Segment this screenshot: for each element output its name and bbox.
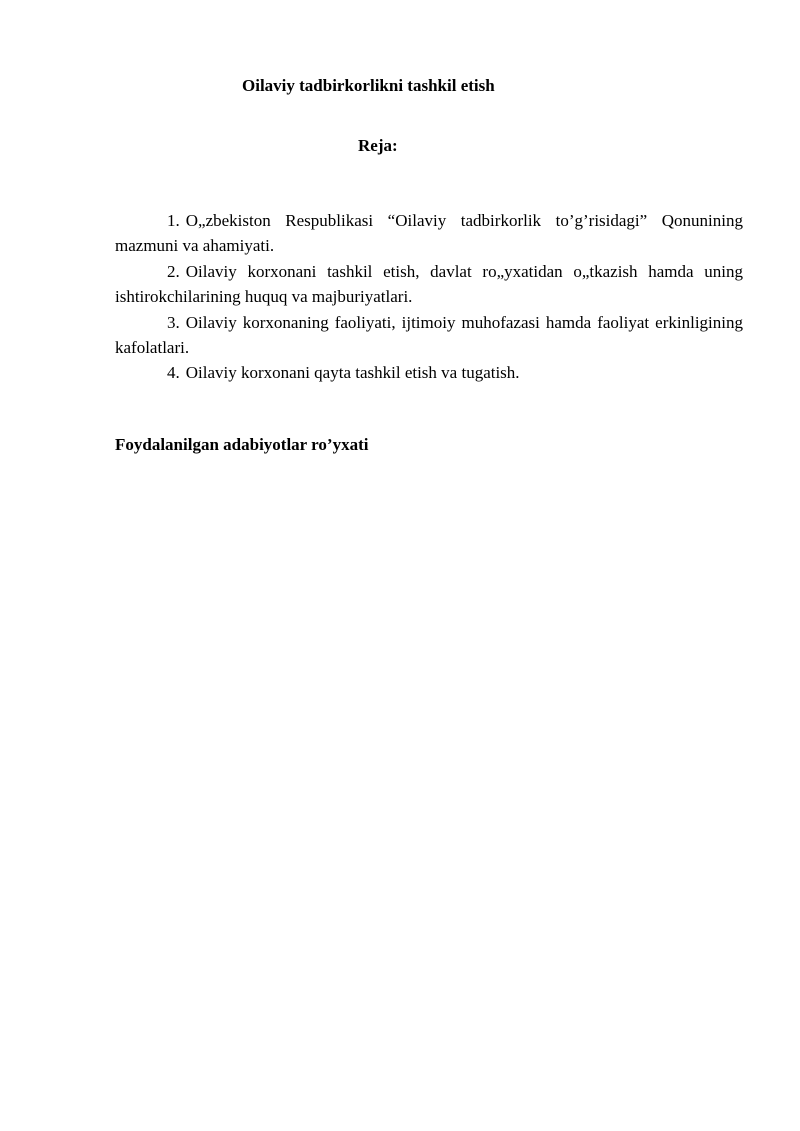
plan-item-text: Oilaviy korxonaning faoliyati, ijtimoiy muhofazasi hamda faoliyat erkinligining kafolatlari. <box>115 312 743 358</box>
plan-list <box>115 208 743 386</box>
plan-heading: Reja: <box>358 136 398 155</box>
plan-item-text: Oilaviy korxonani qayta tashkil etish va tugatish. <box>185 363 520 383</box>
plan-item-number: 4. <box>167 363 180 383</box>
plan-item-number: 2. <box>167 261 180 281</box>
plan-item-3 <box>115 310 743 361</box>
plan-item-4 <box>115 360 743 385</box>
plan-item-1 <box>115 208 743 259</box>
plan-item-2 <box>115 259 743 310</box>
references-heading: Foydalanilgan adabiyotlar ro’yxati <box>115 435 369 454</box>
plan-item-text: O„zbekiston Respublikasi “Oilaviy tadbirkorlik to’g’risidagi” Qonunining mazmuni va ahamiyati. <box>115 211 743 256</box>
plan-item-number: 3. <box>167 312 180 332</box>
document-title: Oilaviy tadbirkorlikni tashkil etish <box>242 76 495 95</box>
plan-item-number: 1. <box>167 211 180 230</box>
plan-item-text: Oilaviy korxonani tashkil etish, davlat ro„yxatidan o„tkazish hamda uning ishtirokchilarining huquq va majburiyatlari. <box>115 261 743 307</box>
